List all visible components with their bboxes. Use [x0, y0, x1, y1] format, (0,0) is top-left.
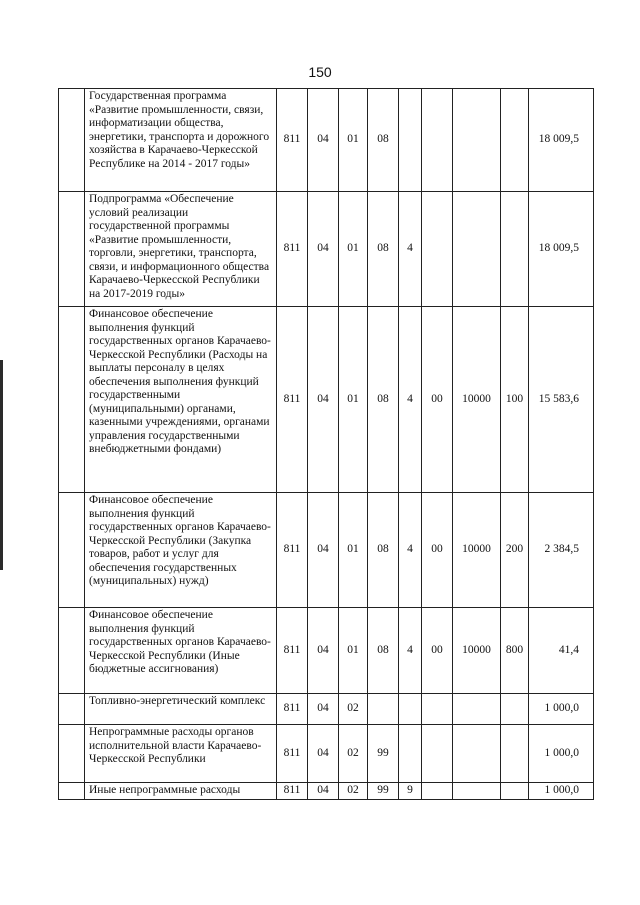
code-cell: 08: [368, 608, 399, 694]
blank-cell: [59, 783, 85, 800]
blank-cell: [59, 694, 85, 725]
code-cell: 9: [399, 783, 422, 800]
code-cell: 02: [339, 694, 368, 725]
amount-cell: 1 000,0: [529, 783, 594, 800]
code-cell: [399, 725, 422, 783]
code-cell: 04: [308, 608, 339, 694]
code-cell: 08: [368, 89, 399, 192]
blank-cell: [59, 307, 85, 493]
amount-cell: 15 583,6: [529, 307, 594, 493]
code-cell: [453, 192, 501, 307]
code-cell: [399, 694, 422, 725]
blank-cell: [59, 493, 85, 608]
code-cell: 4: [399, 493, 422, 608]
code-cell: 04: [308, 307, 339, 493]
amount-cell: 41,4: [529, 608, 594, 694]
code-cell: 01: [339, 493, 368, 608]
code-cell: 01: [339, 89, 368, 192]
code-cell: 04: [308, 783, 339, 800]
code-cell: 10000: [453, 493, 501, 608]
code-cell: 100: [501, 307, 529, 493]
table-row: [59, 89, 594, 192]
code-cell: 811: [277, 89, 308, 192]
code-cell: [501, 694, 529, 725]
code-cell: 01: [339, 608, 368, 694]
code-cell: 08: [368, 192, 399, 307]
code-cell: 4: [399, 307, 422, 493]
code-cell: 811: [277, 694, 308, 725]
table-row: [59, 725, 594, 783]
code-cell: [453, 89, 501, 192]
budget-table: [58, 88, 594, 800]
code-cell: [399, 89, 422, 192]
scan-edge-mark: [0, 360, 3, 570]
code-cell: 00: [422, 608, 453, 694]
code-cell: [453, 694, 501, 725]
page-number: 150: [308, 64, 332, 80]
code-cell: [422, 192, 453, 307]
blank-cell: [59, 608, 85, 694]
blank-cell: [59, 192, 85, 307]
table-row: [59, 694, 594, 725]
table-row: [59, 192, 594, 307]
code-cell: 04: [308, 493, 339, 608]
code-cell: [422, 89, 453, 192]
code-cell: 99: [368, 783, 399, 800]
table-row: [59, 307, 594, 493]
code-cell: 200: [501, 493, 529, 608]
code-cell: 811: [277, 725, 308, 783]
code-cell: 08: [368, 493, 399, 608]
code-cell: [368, 694, 399, 725]
code-cell: [422, 694, 453, 725]
code-cell: [501, 725, 529, 783]
blank-cell: [59, 89, 85, 192]
code-cell: [501, 89, 529, 192]
code-cell: 01: [339, 307, 368, 493]
amount-cell: 18 009,5: [529, 192, 594, 307]
code-cell: 02: [339, 725, 368, 783]
code-cell: 4: [399, 192, 422, 307]
row-name-cell: Финансовое обеспечение выполнения функций государственных органов Карачаево-Черкесской Республики (Иные бюджетные ассигнования): [85, 608, 277, 694]
row-name-cell: Непрограммные расходы органов исполнительной власти Карачаево-Черкесской Республики: [85, 725, 277, 783]
code-cell: 04: [308, 192, 339, 307]
amount-cell: 1 000,0: [529, 725, 594, 783]
amount-cell: 1 000,0: [529, 694, 594, 725]
code-cell: 01: [339, 192, 368, 307]
row-name-cell: Подпрограмма «Обеспечение условий реализации государственной программы «Развитие промышленности, торговли, энергетики, транспорта, связи, и информационного общества Карачаево-Черкесской Республики на 2017-2019 годы»: [85, 192, 277, 307]
code-cell: [453, 725, 501, 783]
code-cell: 811: [277, 783, 308, 800]
code-cell: 04: [308, 725, 339, 783]
code-cell: 10000: [453, 307, 501, 493]
code-cell: 02: [339, 783, 368, 800]
code-cell: 811: [277, 307, 308, 493]
code-cell: 08: [368, 307, 399, 493]
code-cell: 811: [277, 608, 308, 694]
code-cell: 4: [399, 608, 422, 694]
row-name-cell: Финансовое обеспечение выполнения функций государственных органов Карачаево-Черкесской Республики (Расходы на выплаты персоналу в целях обеспечения выполнения функций государственными (муниципальными) органами, казенными учреждениями, органами управления государственными внебюджетными фондами): [85, 307, 277, 493]
code-cell: 811: [277, 493, 308, 608]
code-cell: [501, 783, 529, 800]
code-cell: 04: [308, 694, 339, 725]
table-row: [59, 783, 594, 800]
row-name-cell: Финансовое обеспечение выполнения функций государственных органов Карачаево-Черкесской Республики (Закупка товаров, работ и услуг для обеспечения государственных (муниципальных) нужд): [85, 493, 277, 608]
row-name-cell: Топливно-энергетический комплекс: [85, 694, 277, 725]
code-cell: 00: [422, 307, 453, 493]
row-name-cell: Иные непрограммные расходы: [85, 783, 277, 800]
code-cell: [422, 725, 453, 783]
table-row: [59, 608, 594, 694]
code-cell: [501, 192, 529, 307]
code-cell: 800: [501, 608, 529, 694]
code-cell: 99: [368, 725, 399, 783]
code-cell: [453, 783, 501, 800]
row-name-cell: Государственная программа «Развитие промышленности, связи, информатизации общества, энергетики, транспорта и дорожного хозяйства в Карачаево-Черкесской Республике на 2014 - 2017 годы»: [85, 89, 277, 192]
blank-cell: [59, 725, 85, 783]
table-row: [59, 493, 594, 608]
amount-cell: 2 384,5: [529, 493, 594, 608]
amount-cell: 18 009,5: [529, 89, 594, 192]
code-cell: 04: [308, 89, 339, 192]
code-cell: 811: [277, 192, 308, 307]
code-cell: 10000: [453, 608, 501, 694]
code-cell: 00: [422, 493, 453, 608]
code-cell: [422, 783, 453, 800]
